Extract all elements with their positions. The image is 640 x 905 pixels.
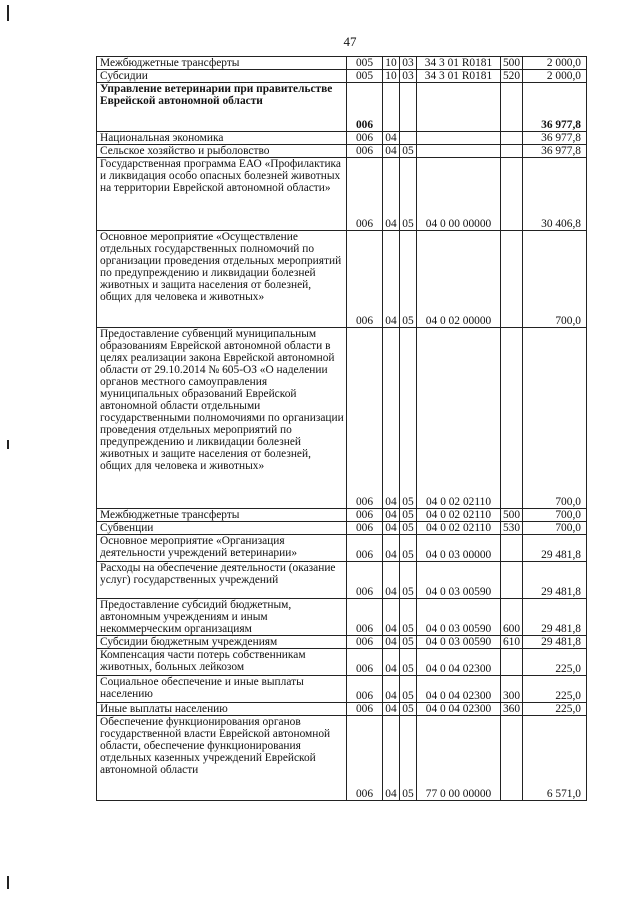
cell-subsection: 05 [400,562,417,599]
cell-name: Государственная программа ЕАО «Профилактика и ликвидация особо опасных болезней животных на территории Еврейской автономной области» [97,158,347,231]
cell-name: Социальное обеспечение и иные выплаты населению [97,676,347,703]
cell-amount: 29 481,8 [523,599,587,636]
cell-target-article: 04 0 03 00590 [417,562,501,599]
cell-name: Национальная экономика [97,132,347,145]
cell-expense-type: 530 [501,522,523,535]
cell-amount: 29 481,8 [523,535,587,562]
cell-ministry: 006 [347,158,383,231]
cell-name: Межбюджетные трансферты [97,509,347,522]
cell-section: 04 [383,509,400,522]
table-row [97,599,587,636]
cell-subsection: 05 [400,328,417,509]
table-row [97,132,587,145]
cell-expense-type: 500 [501,57,523,70]
cell-subsection: 05 [400,158,417,231]
cell-name: Управление ветеринарии при правительстве Еврейской автономной области [97,83,347,132]
scan-mark-left-middle [7,440,9,449]
cell-section: 04 [383,158,400,231]
table-row [97,328,587,509]
cell-name: Сельское хозяйство и рыболовство [97,145,347,158]
cell-amount: 225,0 [523,649,587,676]
table-row [97,703,587,716]
cell-amount: 36 977,8 [523,145,587,158]
cell-ministry: 005 [347,70,383,83]
cell-name: Субсидии [97,70,347,83]
table-row [97,145,587,158]
cell-amount: 29 481,8 [523,562,587,599]
cell-expense-type: 520 [501,70,523,83]
cell-subsection: 05 [400,509,417,522]
cell-name: Межбюджетные трансферты [97,57,347,70]
cell-ministry: 006 [347,328,383,509]
cell-name: Компенсация части потерь собственникам животных, больных лейкозом [97,649,347,676]
cell-section: 04 [383,132,400,145]
cell-amount: 700,0 [523,328,587,509]
table-row [97,522,587,535]
cell-target-article: 34 3 01 R0181 [417,57,501,70]
cell-section: 10 [383,70,400,83]
cell-target-article: 04 0 03 00590 [417,636,501,649]
cell-target-article: 04 0 02 02110 [417,509,501,522]
cell-name: Предоставление субвенций муниципальным образованиям Еврейской автономной области в целях реализации закона Еврейской автономной области от 29.10.2014 № 605-ОЗ «О наделении органов местного самоуправления муниципальных образований Еврейской автономной области отдельными государственными полномочиями по организации проведения отдельных мероприятий по предупреждению и ликвидации болезней животных и защите населения от болезней, общих для человека и животных» [97,328,347,509]
cell-amount: 30 406,8 [523,158,587,231]
cell-amount: 36 977,8 [523,83,587,132]
cell-section: 04 [383,703,400,716]
cell-section: 10 [383,57,400,70]
cell-section: 04 [383,522,400,535]
cell-amount: 700,0 [523,231,587,328]
cell-ministry: 006 [347,535,383,562]
table-row [97,716,587,801]
cell-subsection: 05 [400,145,417,158]
table-row [97,676,587,703]
cell-expense-type [501,535,523,562]
cell-target-article: 04 0 03 00590 [417,599,501,636]
table-row [97,70,587,83]
cell-ministry: 006 [347,649,383,676]
cell-ministry: 006 [347,636,383,649]
cell-ministry: 006 [347,145,383,158]
table-row [97,636,587,649]
cell-target-article: 04 0 04 02300 [417,649,501,676]
cell-section: 04 [383,716,400,801]
cell-expense-type: 500 [501,509,523,522]
cell-ministry: 006 [347,132,383,145]
cell-ministry: 006 [347,83,383,132]
cell-name: Обеспечение функционирования органов государственной власти Еврейской автономной области, обеспечение функционирования отдельных казенных учреждений Еврейской автономной области [97,716,347,801]
cell-expense-type [501,83,523,132]
cell-subsection: 05 [400,522,417,535]
cell-section: 04 [383,562,400,599]
cell-subsection: 05 [400,716,417,801]
cell-expense-type: 360 [501,703,523,716]
cell-expense-type: 610 [501,636,523,649]
cell-section: 04 [383,145,400,158]
table-row [97,509,587,522]
page-number: 47 [343,34,357,49]
cell-subsection: 05 [400,676,417,703]
cell-amount: 225,0 [523,703,587,716]
cell-ministry: 006 [347,703,383,716]
cell-ministry: 006 [347,599,383,636]
cell-amount: 6 571,0 [523,716,587,801]
cell-subsection: 05 [400,703,417,716]
cell-amount: 700,0 [523,522,587,535]
cell-name: Субвенции [97,522,347,535]
cell-amount: 36 977,8 [523,132,587,145]
cell-name: Основное мероприятие «Организация деятельности учреждений ветеринарии» [97,535,347,562]
cell-target-article: 04 0 02 02110 [417,328,501,509]
cell-section: 04 [383,535,400,562]
cell-subsection: 05 [400,649,417,676]
cell-target-article: 77 0 00 00000 [417,716,501,801]
table-body [97,57,587,801]
cell-amount: 700,0 [523,509,587,522]
budget-table [96,56,587,801]
cell-section [383,83,400,132]
cell-expense-type [501,132,523,145]
cell-subsection: 05 [400,231,417,328]
cell-target-article [417,132,501,145]
table-row [97,83,587,132]
cell-target-article [417,83,501,132]
cell-expense-type [501,649,523,676]
cell-subsection: 05 [400,535,417,562]
cell-ministry: 006 [347,522,383,535]
cell-amount: 2 000,0 [523,57,587,70]
cell-section: 04 [383,676,400,703]
cell-amount: 225,0 [523,676,587,703]
cell-amount: 29 481,8 [523,636,587,649]
cell-expense-type [501,145,523,158]
cell-target-article: 04 0 04 02300 [417,703,501,716]
cell-expense-type: 300 [501,676,523,703]
cell-subsection [400,83,417,132]
cell-ministry: 006 [347,562,383,599]
cell-target-article: 04 0 03 00000 [417,535,501,562]
cell-subsection: 03 [400,57,417,70]
cell-subsection [400,132,417,145]
cell-ministry: 005 [347,57,383,70]
cell-section: 04 [383,649,400,676]
cell-expense-type [501,231,523,328]
cell-target-article: 04 0 02 02110 [417,522,501,535]
cell-expense-type [501,562,523,599]
table-row [97,649,587,676]
cell-section: 04 [383,599,400,636]
cell-section: 04 [383,636,400,649]
cell-ministry: 006 [347,716,383,801]
cell-name: Субсидии бюджетным учреждениям [97,636,347,649]
cell-expense-type: 600 [501,599,523,636]
table-row [97,57,587,70]
cell-subsection: 03 [400,70,417,83]
cell-name: Предоставление субсидий бюджетным, автономным учреждениям и иным некоммерческим организациям [97,599,347,636]
table-row [97,562,587,599]
cell-expense-type [501,158,523,231]
cell-expense-type [501,716,523,801]
cell-name: Расходы на обеспечение деятельности (оказание услуг) государственных учреждений [97,562,347,599]
cell-amount: 2 000,0 [523,70,587,83]
cell-name: Иные выплаты населению [97,703,347,716]
cell-subsection: 05 [400,636,417,649]
cell-section: 04 [383,231,400,328]
scan-mark-left-top [7,5,9,21]
cell-target-article: 04 0 04 02300 [417,676,501,703]
cell-target-article: 34 3 01 R0181 [417,70,501,83]
cell-ministry: 006 [347,509,383,522]
cell-target-article: 04 0 02 00000 [417,231,501,328]
cell-target-article [417,145,501,158]
table-row [97,231,587,328]
table-row [97,535,587,562]
cell-subsection: 05 [400,599,417,636]
cell-expense-type [501,328,523,509]
cell-name: Основное мероприятие «Осуществление отдельных государственных полномочий по организации проведения отдельных мероприятий по предупреждению и ликвидации болезней животных и защита населения от болезней, общих для человека и животных» [97,231,347,328]
cell-target-article: 04 0 00 00000 [417,158,501,231]
cell-ministry: 006 [347,676,383,703]
table-row [97,158,587,231]
cell-ministry: 006 [347,231,383,328]
cell-section: 04 [383,328,400,509]
scan-mark-left-bottom [7,876,9,889]
